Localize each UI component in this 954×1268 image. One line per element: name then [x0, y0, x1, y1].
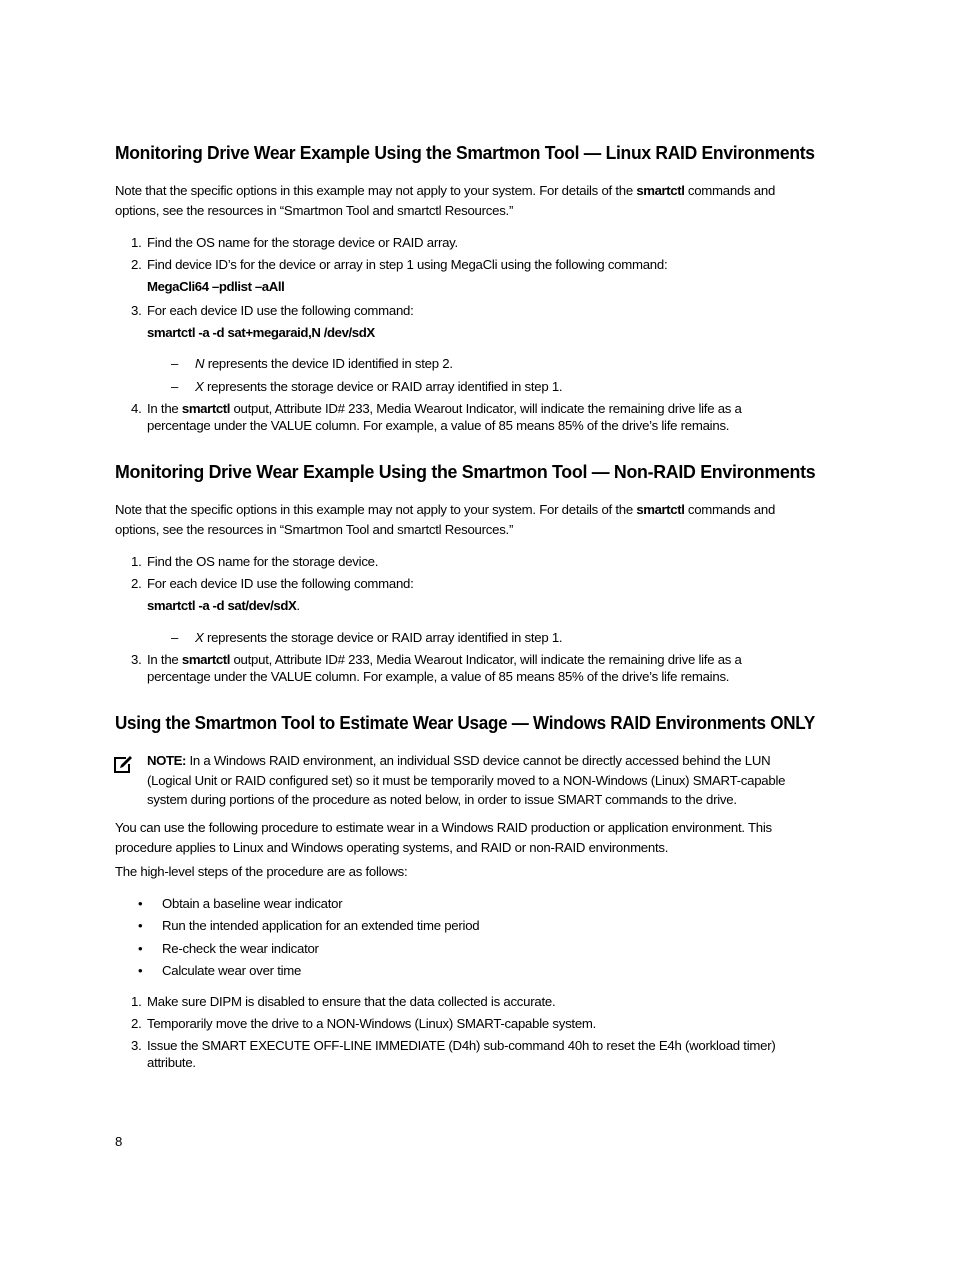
bullet-item: • Calculate wear over time: [138, 963, 302, 978]
list-item: 3. Issue the SMART EXECUTE OFF-LINE IMMEDIATE (D4h) sub-command 40h to reset the E4h (workload timer) attribute.: [131, 1038, 776, 1070]
heading-linux-raid: Monitoring Drive Wear Example Using the Smartmon Tool — Linux RAID Environments: [115, 143, 815, 163]
list-item: 2. Temporarily move the drive to a NON-Windows (Linux) SMART-capable system.: [131, 1016, 597, 1031]
bullet-item: • Run the intended application for an extended time period: [138, 918, 480, 933]
intro-linux-raid: Note that the specific options in this example may not apply to your system. For details of the smartctl commands and options, see the resources in “Smartmon Tool and smartctl Resources.”: [115, 183, 776, 218]
bullet-item: • Obtain a baseline wear indicator: [138, 896, 343, 911]
list-item: 3. In the smartctl output, Attribute ID# 233, Media Wearout Indicator, will indicate the remaining drive life as a percentage under the VALUE column. For example, a value of 85 means 85% of the drive’s life remains.: [131, 652, 742, 684]
sub-item: – X represents the storage device or RAID array identified in step 1.: [171, 630, 563, 645]
command-megacli: MegaCli64 –pdlist –aAll: [147, 279, 285, 294]
command-smartctl-sat: smartctl -a -d sat/dev/sdX.: [147, 598, 300, 613]
bullet-item: • Re-check the wear indicator: [138, 941, 319, 956]
list-item: 2. Find device ID’s for the device or array in step 1 using MegaCli using the following command:: [131, 257, 668, 272]
note-windows-raid: NOTE: In a Windows RAID environment, an individual SSD device cannot be directly accessed behind the LUN (Logical Unit or RAID configured set) so it must be temporarily moved to a NON-Windows (Linux) SMART-capable system during portions of the procedure as noted below, in order to issue SMART commands to the drive.: [147, 753, 786, 807]
list-item: 1. Find the OS name for the storage device or RAID array.: [131, 235, 458, 250]
list-item: 2. For each device ID use the following command:: [131, 576, 414, 591]
list-item: 4. In the smartctl output, Attribute ID# 233, Media Wearout Indicator, will indicate the remaining drive life as a percentage under the VALUE column. For example, a value of 85 means 85% of the drive’s life remains.: [131, 401, 742, 433]
pencil-note-icon: [113, 755, 133, 775]
command-smartctl-megaraid: smartctl -a -d sat+megaraid,N /dev/sdX: [147, 325, 375, 340]
paragraph-high-level: The high-level steps of the procedure are as follows:: [115, 864, 408, 879]
sub-item: – N represents the device ID identified in step 2.: [171, 356, 453, 371]
list-item: 1. Make sure DIPM is disabled to ensure that the data collected is accurate.: [131, 994, 556, 1009]
sub-item: – X represents the storage device or RAID array identified in step 1.: [171, 379, 563, 394]
list-item: 3. For each device ID use the following command:: [131, 303, 414, 318]
page-number: 8: [115, 1134, 123, 1149]
intro-non-raid: Note that the specific options in this example may not apply to your system. For details of the smartctl commands and options, see the resources in “Smartmon Tool and smartctl Resources.”: [115, 502, 776, 537]
list-item: 1. Find the OS name for the storage device.: [131, 554, 379, 569]
heading-non-raid: Monitoring Drive Wear Example Using the Smartmon Tool — Non-RAID Environments: [115, 462, 816, 482]
heading-windows-raid: Using the Smartmon Tool to Estimate Wear Usage — Windows RAID Environments ONLY: [115, 713, 815, 733]
paragraph-procedure-intro: You can use the following procedure to estimate wear in a Windows RAID production or application environment. This procedure applies to Linux and Windows operating systems, and RAID or non-RAID environments.: [115, 820, 772, 855]
